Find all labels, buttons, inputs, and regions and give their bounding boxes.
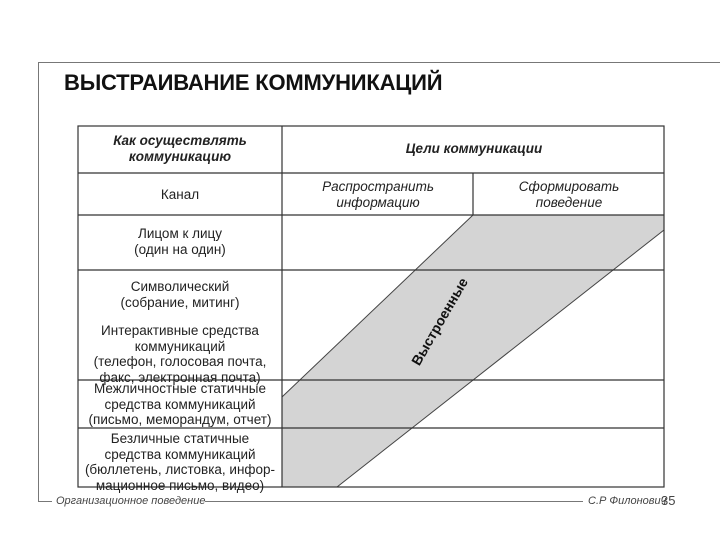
header-line: коммуникацию [128,148,232,164]
row-line: факс, электронная почта) [99,369,261,385]
row-line: (бюллетень, листовка, инфор- [84,462,276,477]
goal-line: Распространить [322,179,434,194]
goal-line: поведение [535,194,603,210]
header-line: Как осуществлять [113,133,247,148]
row-line: средства коммуникаций [104,446,256,462]
row-line: (телефон, голосовая почта, [93,354,267,369]
goal-line: информацию [336,194,420,210]
goal-line: Сформировать [518,179,620,194]
row-line: средства коммуникаций [104,396,256,412]
row-line: (собрание, митинг) [120,294,240,310]
row-line: Интерактивные средства [101,323,259,338]
footer-course: Организационное поведение [56,495,206,507]
table-header-goals: Цели коммуникации [405,141,543,156]
row-line: (один на один) [134,241,226,257]
aligned-band [282,215,664,487]
row-symbolic [80,279,280,310]
slide-title: ВЫСТРАИВАНИЕ КОММУНИКАЦИЙ [64,70,443,95]
page-number: 35 [661,493,676,508]
row-line: мационное письмо, видео) [95,477,265,493]
row-interpersonal-static [80,381,280,428]
footer-author: С.Р Филонович [588,495,667,507]
row-face-to-face [80,226,280,257]
table-header-method [80,133,280,164]
aligned-band-label: Выстроенные [408,274,471,368]
row-interactive [80,323,280,385]
subheader-goal-behavior [475,179,663,210]
row-line: коммуникаций [134,338,226,354]
row-line: (письмо, меморандум, отчет) [88,412,272,427]
row-line: Безличные статичные [110,431,250,446]
row-line: Символический [130,279,230,294]
subheader-channel: Канал [160,187,200,202]
row-line: Лицом к лицу [137,226,223,241]
row-line: Межличностные статичные [94,381,266,396]
row-impersonal-static [80,431,280,493]
subheader-goal-inform [284,179,472,210]
